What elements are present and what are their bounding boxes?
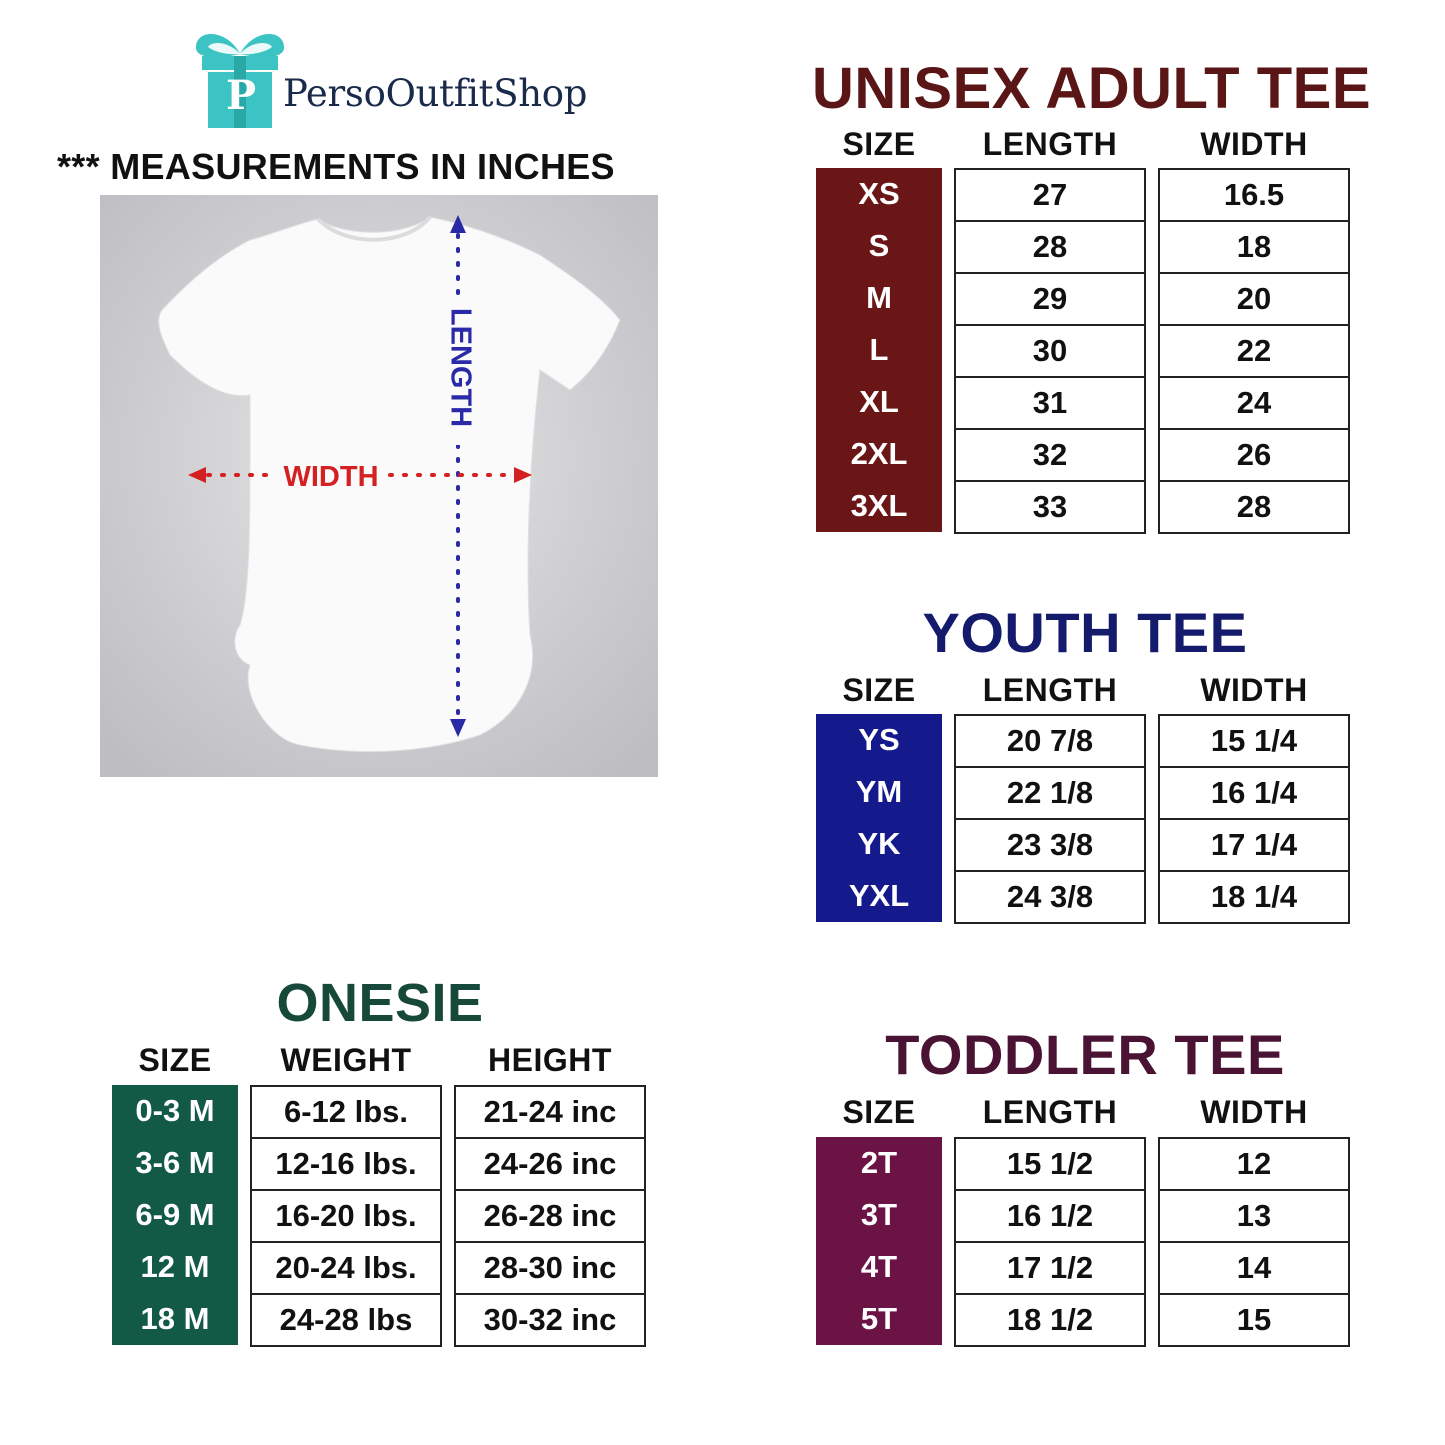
youth-width-column xyxy=(1158,714,1350,922)
onesie-size-cell: 12 M xyxy=(140,1249,210,1284)
unisex-size-cell: L xyxy=(869,332,889,367)
onesie-header-height: HEIGHT xyxy=(488,1042,612,1078)
youth-title: YOUTH TEE xyxy=(922,601,1248,664)
unisex-size-cell: M xyxy=(866,280,892,315)
unisex-size-column xyxy=(816,168,942,532)
onesie-value-cell: 24-28 lbs xyxy=(250,1293,442,1347)
youth-size-column xyxy=(816,714,942,922)
youth-header-size: SIZE xyxy=(842,672,916,708)
onesie-size-cell: 3-6 M xyxy=(135,1145,215,1180)
unisex-length-column xyxy=(954,168,1146,532)
toddler-width-column xyxy=(1158,1137,1350,1345)
unisex-value-cell: 26 xyxy=(1158,428,1350,482)
onesie-value-cell: 12-16 lbs. xyxy=(250,1137,442,1191)
toddler-size-cell: 2T xyxy=(860,1145,898,1180)
unisex-value-cell: 31 xyxy=(954,376,1146,430)
unisex-value-cell: 29 xyxy=(954,272,1146,326)
youth-size-cell: YS xyxy=(858,722,900,757)
toddler-header-length: LENGTH xyxy=(982,1094,1118,1130)
toddler-length-column xyxy=(954,1137,1146,1345)
toddler-header-size: SIZE xyxy=(842,1094,916,1130)
onesie-size-column xyxy=(112,1085,238,1345)
youth-header-width: WIDTH xyxy=(1200,672,1308,708)
onesie-title: ONESIE xyxy=(276,973,484,1033)
youth-header-length: LENGTH xyxy=(982,672,1118,708)
onesie-weight-column xyxy=(250,1085,442,1345)
toddler-header-width: WIDTH xyxy=(1200,1094,1308,1130)
youth-value-cell: 24 3/8 xyxy=(954,870,1146,924)
onesie-header-size: SIZE xyxy=(138,1042,212,1078)
onesie-value-cell: 30-32 inc xyxy=(454,1293,646,1347)
youth-value-cell: 22 1/8 xyxy=(954,766,1146,820)
toddler-title: TODDLER TEE xyxy=(885,1023,1285,1086)
toddler-value-cell: 13 xyxy=(1158,1189,1350,1243)
onesie-size-cell: 18 M xyxy=(140,1301,210,1336)
onesie-size-cell: 0-3 M xyxy=(135,1093,215,1128)
youth-value-cell: 15 1/4 xyxy=(1158,714,1350,768)
unisex-title: UNISEX ADULT TEE xyxy=(812,56,1372,121)
unisex-size-cell: S xyxy=(868,228,890,263)
brand-name: PersoOutfitShop xyxy=(283,72,588,115)
onesie-value-cell: 21-24 inc xyxy=(454,1085,646,1139)
unisex-value-cell: 32 xyxy=(954,428,1146,482)
unisex-header-size: SIZE xyxy=(842,126,916,162)
toddler-size-cell: 3T xyxy=(860,1197,898,1232)
onesie-value-cell: 28-30 inc xyxy=(454,1241,646,1295)
onesie-value-cell: 16-20 lbs. xyxy=(250,1189,442,1243)
measurement-note: *** MEASUREMENTS IN INCHES xyxy=(57,146,615,187)
length-label: LENGTH xyxy=(444,307,477,428)
unisex-value-cell: 28 xyxy=(1158,480,1350,534)
unisex-size-cell: 3XL xyxy=(850,488,908,523)
toddler-size-cell: 5T xyxy=(860,1301,898,1336)
unisex-value-cell: 18 xyxy=(1158,220,1350,274)
unisex-value-cell: 22 xyxy=(1158,324,1350,378)
unisex-value-cell: 20 xyxy=(1158,272,1350,326)
onesie-value-cell: 6-12 lbs. xyxy=(250,1085,442,1139)
onesie-size-cell: 6-9 M xyxy=(135,1197,215,1232)
unisex-header-length: LENGTH xyxy=(982,126,1118,162)
youth-length-column xyxy=(954,714,1146,922)
unisex-header-width: WIDTH xyxy=(1200,126,1308,162)
unisex-size-cell: 2XL xyxy=(850,436,908,471)
youth-size-cell: YK xyxy=(857,826,901,861)
youth-value-cell: 20 7/8 xyxy=(954,714,1146,768)
toddler-value-cell: 15 xyxy=(1158,1293,1350,1347)
unisex-value-cell: 30 xyxy=(954,324,1146,378)
onesie-value-cell: 26-28 inc xyxy=(454,1189,646,1243)
unisex-value-cell: 33 xyxy=(954,480,1146,534)
youth-value-cell: 23 3/8 xyxy=(954,818,1146,872)
unisex-size-cell: XL xyxy=(859,384,899,419)
unisex-width-column xyxy=(1158,168,1350,532)
toddler-size-cell: 4T xyxy=(860,1249,898,1284)
width-label: WIDTH xyxy=(283,461,379,493)
youth-value-cell: 17 1/4 xyxy=(1158,818,1350,872)
unisex-size-cell: XS xyxy=(858,176,900,211)
toddler-size-column xyxy=(816,1137,942,1345)
toddler-value-cell: 14 xyxy=(1158,1241,1350,1295)
toddler-value-cell: 17 1/2 xyxy=(954,1241,1146,1295)
unisex-value-cell: 16.5 xyxy=(1158,168,1350,222)
youth-value-cell: 18 1/4 xyxy=(1158,870,1350,924)
toddler-value-cell: 18 1/2 xyxy=(954,1293,1146,1347)
youth-value-cell: 16 1/4 xyxy=(1158,766,1350,820)
toddler-value-cell: 15 1/2 xyxy=(954,1137,1146,1191)
toddler-value-cell: 16 1/2 xyxy=(954,1189,1146,1243)
toddler-value-cell: 12 xyxy=(1158,1137,1350,1191)
onesie-value-cell: 24-26 inc xyxy=(454,1137,646,1191)
onesie-value-cell: 20-24 lbs. xyxy=(250,1241,442,1295)
unisex-value-cell: 24 xyxy=(1158,376,1350,430)
unisex-value-cell: 28 xyxy=(954,220,1146,274)
youth-size-cell: YM xyxy=(855,774,903,809)
youth-size-cell: YXL xyxy=(848,878,910,913)
unisex-value-cell: 27 xyxy=(954,168,1146,222)
logo-letter: P xyxy=(225,72,257,119)
onesie-header-weight: WEIGHT xyxy=(280,1042,412,1078)
onesie-height-column xyxy=(454,1085,646,1345)
